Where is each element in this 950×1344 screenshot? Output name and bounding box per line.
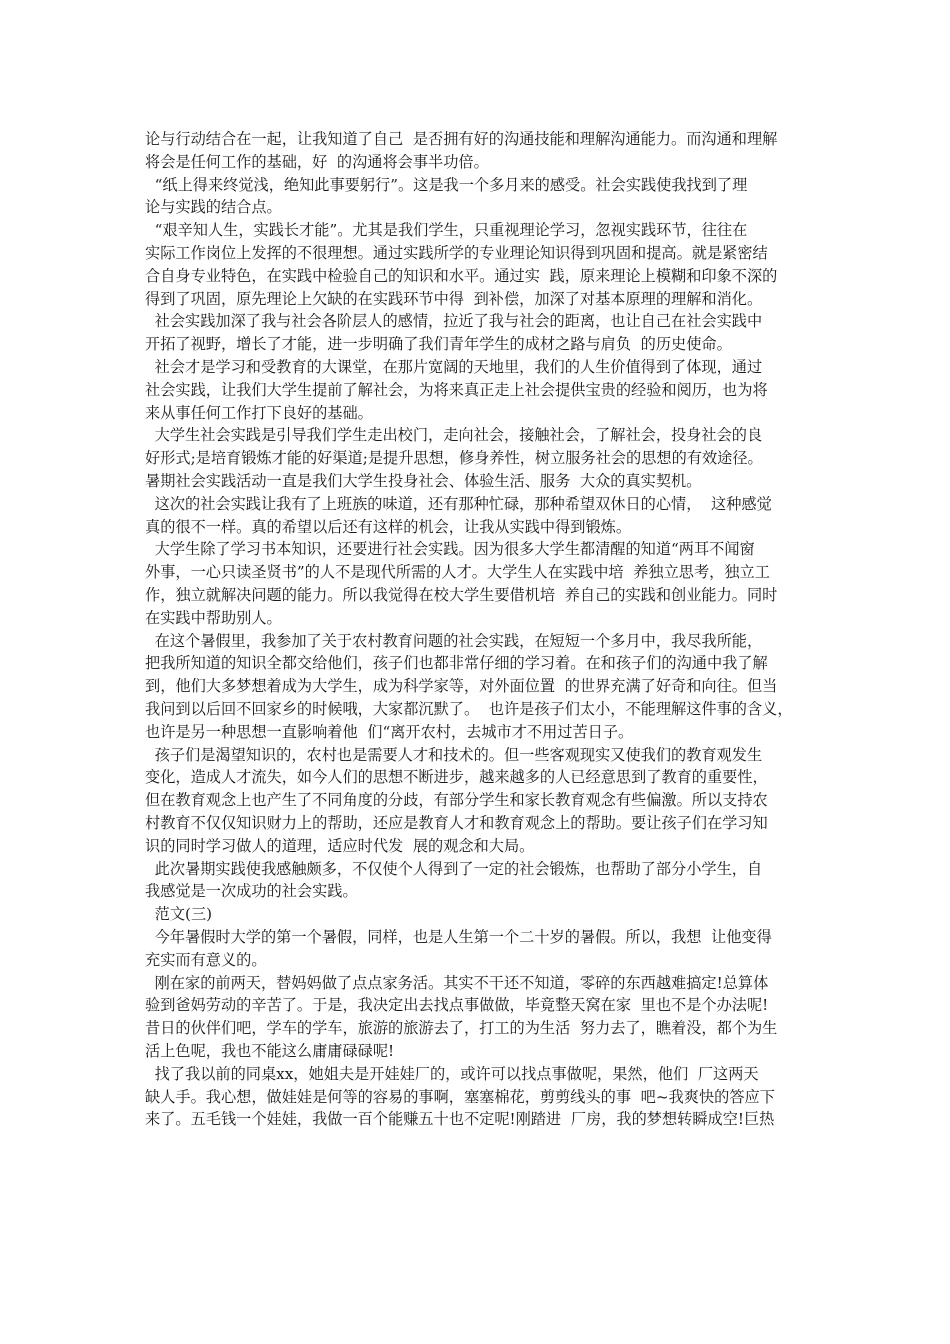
text-line: 但在教育观念上也产生了不同角度的分歧，有部分学生和家长教育观念有些偏激。所以支持农 [145,791,768,810]
text-line: 在这个暑假里，我参加了关于农村教育问题的社会实践，在短短一个多月中，我尽我所能， [145,631,763,650]
text-line: 社会实践，让我们大学生提前了解社会，为将来真正走上社会提供宝贵的经验和阅历，也为将 [145,380,768,399]
text-line: 缺人手。我心想，做娃娃是何等的容易的事啊，塞塞棉花，剪剪线头的事 吧~我爽快的答应下 [145,1087,775,1106]
text-line: 把我所知道的知识全都交给他们，孩子们也都非常仔细的学习着。在和孩子们的沟通中我了解 [145,654,768,673]
text-line: 到，他们大多梦想着成为大学生，成为科学家等，对外面位置 的世界充满了好奇和向往。但当 [145,677,778,696]
text-line: 昔日的伙伴们吧，学车的学车，旅游的旅游去了，打工的为生活 努力去了，瞧着没，都个为生 [145,1019,778,1038]
text-line: 大学生社会实践是引导我们学生走出校门，走向社会，接触社会，了解社会，投身社会的良 [145,426,763,445]
text-line: 好形式;是培育锻炼才能的好渠道;是提升思想，修身养性，树立服务社会的思想的有效途径。 [145,449,763,468]
text-line: 我感觉是一次成功的社会实践。 [145,882,358,901]
text-line: 论与实践的结合点。 [145,198,282,217]
text-line: 识的同时学习做人的道理，适应时代发 展的观念和大局。 [145,836,535,855]
text-line: 得到了巩固，原先理论上欠缺的在实践环节中得 到补偿，加深了对基本原理的理解和消化。 [145,289,763,308]
text-line: 合自身专业特色，在实践中检验自己的知识和水平。通过实 践，原来理论上模糊和印象不深的 [145,266,778,285]
text-line: 找了我以前的同桌xx，她姐夫是开娃娃厂的，或许可以找点事做呢，果然，他们 厂这两天 [145,1064,759,1083]
text-line: 大学生除了学习书本知识，还要进行社会实践。因为很多大学生都清醒的知道“两耳不闻窗 [145,540,755,559]
text-line: 验到爸妈劳动的辛苦了。于是，我决定出去找点事做做，毕竟整天窝在家 里也不是个办法呢! [145,996,769,1015]
text-line: 将会是任何工作的基础，好 的沟通将会事半功倍。 [145,152,489,171]
text-line: 暑期社会实践活动一直是我们大学生投身社会、体验生活、服务 大众的真实契机。 [145,472,702,490]
text-line: 范文(三) [145,905,213,924]
text-line: 来了。五毛钱一个娃娃，我做一百个能赚五十也不定呢!刚踏进 厂房，我的梦想转瞬成空!巨热 [145,1110,775,1129]
text-line: “纸上得来终觉浅，绝知此事要躬行”。这是我一个多月来的感受。社会实践使我找到了理 [145,175,748,194]
text-line: 刚在家的前两天，替妈妈做了点点家务活。其实不干还不知道，零碎的东西越难搞定!总算体 [145,973,769,992]
text-line: 论与行动结合在一起，让我知道了自己 是否拥有好的沟通技能和理解沟通能力。而沟通和理解 [145,130,778,148]
text-line: 外事，一心只读圣贤书”的人不是现代所需的人才。大学生人在实践中培 养独立思考，独立工 [145,563,770,582]
text-line: 也许是另一种思想一直影响着他 们“离开农村，去城市才不用过苦日子。 [145,722,634,741]
text-line: “艰辛知人生，实践长才能”。尤其是我们学生，只重视理论学习，忽视实践环节，往往在 [145,221,748,240]
text-line: 实际工作岗位上发挥的不很理想。通过实践所学的专业理论知识得到巩固和提高。就是紧密结 [145,244,768,262]
text-line: 社会实践加深了我与社会各阶层人的感情，拉近了我与社会的距离，也让自己在社会实践中 [145,312,763,331]
text-line: 在实践中帮助别人。 [145,608,282,627]
text-line: 来从事任何工作打下良好的基础。 [145,403,373,422]
text-line: 变化，造成人才流失，如今人们的思想不断进步，越来越多的人已经意思到了教育的重要性， [145,768,768,787]
text-line: 充实而有意义的。 [145,950,267,969]
text-line: 今年暑假时大学的第一个暑假，同样，也是人生第一个二十岁的暑假。所以，我想 让他变得 [145,928,772,946]
text-line: 此次暑期实践使我感触颇多，不仅使个人得到了一定的社会锻炼，也帮助了部分小学生，自 [145,859,763,878]
text-line: 这次的社会实践让我有了上班族的味道，还有那种忙碌，那种希望双休日的心情， 这种感觉 [145,494,772,513]
text-line: 村教育不仅仅知识财力上的帮助，还应是教育人才和教育观念上的帮助。要让孩子们在学习知 [145,814,768,832]
text-line: 真的很不一样。真的希望以后还有这样的机会，让我从实践中得到锻炼。 [145,517,631,536]
text-line: 活上色呢，我也不能这么庸庸碌碌呢! [145,1042,395,1060]
text-line: 社会才是学习和受教育的大课堂，在那片宽阔的天地里，我们的人生价值得到了体现，通过 [145,358,763,376]
text-line: 我问到以后回不回家乡的时候哦，大家都沉默了。 也许是孩子们太小，不能理解这件事的含义， [145,700,793,718]
text-line: 作，独立就解决问题的能力。所以我觉得在校大学生要借机培 养自己的实践和创业能力。同时 [145,586,778,604]
text-line: 孩子们是渴望知识的，农村也是需要人才和技术的。但一些客观现实又使我们的教育观发生 [145,745,763,764]
text-line: 开拓了视野，增长了才能，进一步明确了我们青年学生的成材之路与肩负 的历史使命。 [145,335,732,354]
